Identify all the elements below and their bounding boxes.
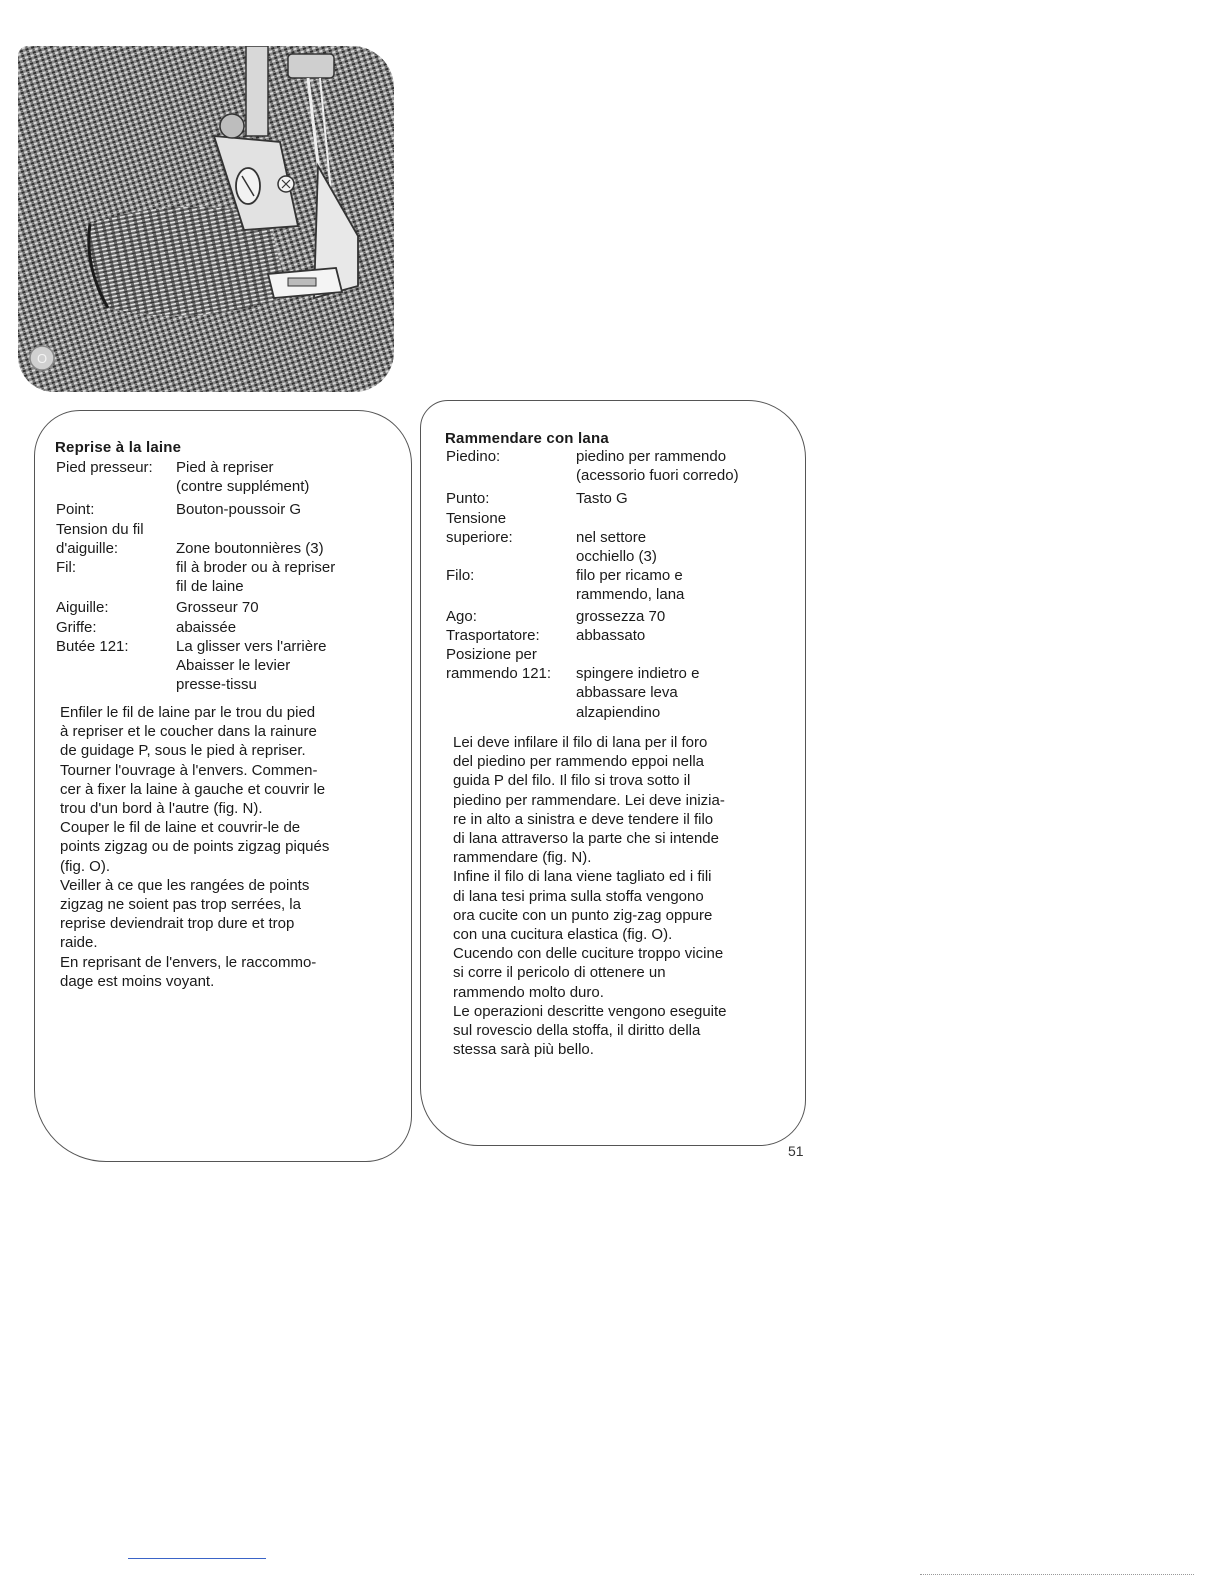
spec-row: [446, 626, 739, 645]
spec-label: Fil:: [56, 559, 76, 577]
spec-row: [56, 618, 335, 637]
spec-row: [56, 539, 335, 558]
spec-value: abaissée: [176, 618, 237, 636]
spec-row: [446, 528, 739, 566]
darning-foot-photo: [18, 46, 394, 392]
spec-row: [446, 509, 739, 528]
spec-label: Point:: [56, 501, 95, 519]
spec-label: Piedino:: [446, 448, 501, 465]
spec-value: Tasto G: [576, 490, 628, 508]
spec-row: [56, 558, 335, 596]
spec-label: Posizione per: [446, 646, 537, 664]
spec-row: [446, 447, 739, 485]
spec-label: Trasportatore:: [446, 626, 540, 644]
spec-value: Bouton-poussoir G: [176, 501, 302, 519]
spec-value: spingere indietro e abbassare leva alzapiendino: [576, 665, 700, 721]
photo-illustration: [18, 46, 394, 392]
spec-row: [56, 500, 335, 519]
spec-value: Grosseur 70: [176, 599, 259, 617]
spec-row: [446, 566, 739, 604]
spec-row: [56, 520, 335, 539]
spec-value: Zone boutonnières (3): [176, 539, 324, 557]
thumbscrew: [220, 114, 244, 138]
spec-value: abbassato: [576, 626, 646, 644]
spec-label: Butée 121:: [56, 637, 129, 655]
spec-value: nel settore occhiello (3): [576, 528, 657, 566]
spec-label: Tensione: [446, 509, 507, 527]
spec-row: [56, 637, 335, 695]
scan-line-gray: [920, 1574, 1194, 1575]
spec-label: Ago:: [446, 607, 477, 625]
italian-title: Rammendare con lana: [445, 430, 609, 447]
spec-label: Filo:: [446, 567, 475, 585]
spec-value: grossezza 70: [576, 607, 666, 625]
spec-label: rammendo 121:: [446, 665, 552, 683]
spec-label: d'aiguille:: [56, 539, 119, 557]
spec-row: [446, 645, 739, 664]
scan-line-blue: [128, 1558, 266, 1559]
spec-label: Aiguille:: [56, 599, 109, 617]
spec-label: Griffe:: [56, 618, 97, 636]
spec-label: Pied presseur:: [56, 459, 153, 476]
spec-row: [56, 458, 335, 496]
italian-spec-list: [446, 447, 739, 722]
spec-label: Punto:: [446, 490, 490, 508]
spec-value: fil à broder ou à repriser fil de laine: [176, 559, 336, 596]
spec-value: Pied à repriser (contre supplément): [176, 459, 310, 496]
needle-bar: [246, 46, 268, 136]
italian-body-text: Lei deve infilare il filo di lana per il foro del piedino per rammendo eppoi nella guida P del filo. Il filo si trova sotto il piedino per rammendare. Lei deve inizia- re in alto a sinistra e deve tendere il filo di lana attraverso la parte che si intende rammendare (fig. N). Infine il filo di lana viene tagliato ed i fili di lana tesi prima sulla stoffa vengono ora cucite con un punto zig-zag oppure con una cucitura elastica (fig. O). Cucendo con delle cuciture troppo vicine si corre il pericolo di ottenere un rammendo molto duro. Le operazioni descritte vengono eseguite sul rovescio della stoffa, il diritto della stessa sarà più bello.: [453, 734, 727, 1059]
spec-label: superiore:: [446, 528, 513, 546]
page-number: 51: [788, 1143, 804, 1159]
spec-row: [56, 598, 335, 617]
spec-value: piedino per rammendo (acessorio fuori corredo): [576, 448, 739, 485]
spec-row: [446, 607, 739, 626]
french-body-text: Enfiler le fil de laine par le trou du pied à repriser et le coucher dans la rainure de guidage P, sous le pied à repriser. Tourner l'ouvrage à l'envers. Commen- cer à fixer la laine à gauche et couvrir le trou d'un bord à l'autre (fig. N). Couper le fil de laine et couvrir-le de points zigzag ou de points zigzag piqués (fig. O). Veiller à ce que les rangées de points zigzag ne soient pas trop serrées, la reprise deviendrait trop dure et trop raide. En reprisant de l'envers, le raccommo- dage est moins voyant.: [60, 704, 330, 990]
spec-row: [446, 664, 739, 722]
figure-label: O: [36, 351, 48, 366]
french-title: Reprise à la laine: [55, 439, 182, 456]
spec-label: Tension du fil: [56, 520, 144, 538]
spec-value: filo per ricamo e rammendo, lana: [576, 567, 685, 604]
french-spec-list: [56, 458, 335, 694]
spec-value: La glisser vers l'arrière Abaisser le levier presse-tissu: [176, 637, 327, 694]
spec-row: [446, 489, 739, 508]
